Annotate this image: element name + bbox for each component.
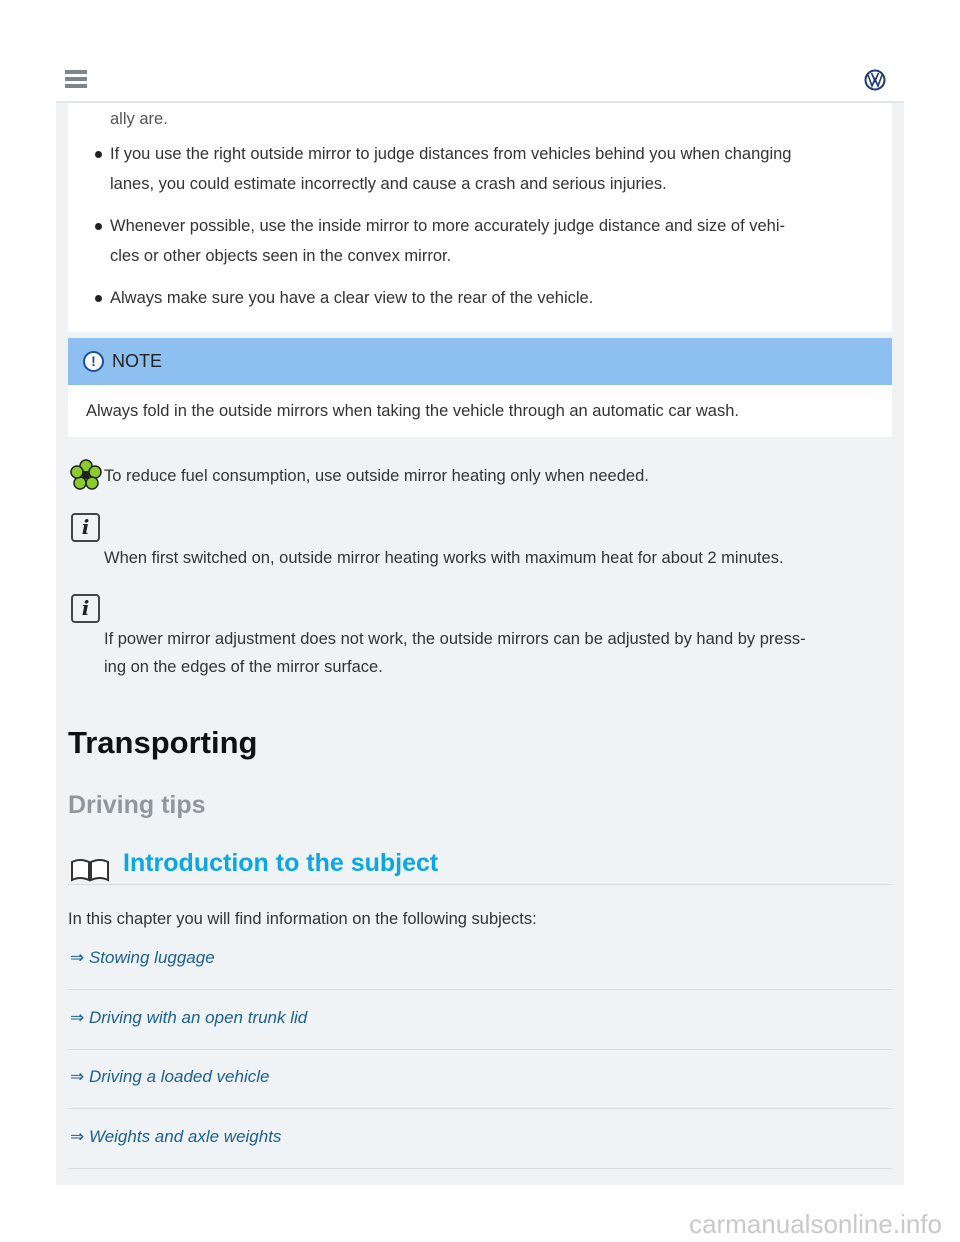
vw-logo-icon[interactable]: [864, 69, 886, 91]
info-icon: i: [71, 594, 100, 623]
exclamation-icon: !: [83, 351, 104, 372]
divider: [68, 1168, 892, 1169]
info-icon: i: [71, 513, 100, 542]
eco-tip-text: To reduce fuel consumption, use outside mirror heating only when needed.: [104, 467, 649, 485]
hamburger-icon[interactable]: [65, 70, 87, 88]
warning-bullet: Whenever possible, use the inside mirror to more accurately judge distance and size of vehi- cles or other objects seen in the convex mirror.: [110, 211, 890, 271]
cut-text: ally are.: [110, 110, 168, 128]
content-panel: [56, 103, 904, 1185]
info-text: When first switched on, outside mirror heating works with maximum heat for about 2 minutes.: [104, 549, 784, 567]
intro-text: In this chapter you will find information on the following subjects:: [68, 910, 537, 928]
warning-bullet: Always make sure you have a clear view to the rear of the vehicle.: [110, 283, 890, 313]
note-body: [68, 385, 892, 437]
link-loaded-vehicle[interactable]: ⇒ Driving a loaded vehicle: [70, 1067, 270, 1086]
warning-bullet: If you use the right outside mirror to judge distances from vehicles behind you when changing lanes, you could estimate incorrectly and cause a crash and serious injuries.: [110, 139, 890, 199]
link-open-trunk-lid[interactable]: ⇒ Driving with an open trunk lid: [70, 1008, 308, 1027]
book-icon: [70, 856, 110, 882]
link-axle-weights[interactable]: ⇒ Weights and axle weights: [70, 1127, 282, 1146]
note-header: [68, 338, 892, 385]
note-text: Always fold in the outside mirrors when taking the vehicle through an automatic car wash.: [86, 402, 739, 420]
eco-flower-icon: [70, 459, 102, 491]
section-subtitle: Driving tips: [68, 791, 206, 819]
info-text: If power mirror adjustment does not work, the outside mirrors can be adjusted by hand by press- ing on the edges of the mirror surface.: [104, 630, 806, 676]
note-title: NOTE: [112, 351, 163, 371]
divider: [68, 1049, 892, 1050]
section-title: Transporting: [68, 725, 258, 760]
top-bar: [56, 56, 904, 103]
warning-card: [68, 103, 892, 332]
watermark: carmanualsonline.info: [689, 1209, 942, 1239]
divider: [68, 989, 892, 990]
link-stowing-luggage[interactable]: ⇒ Stowing luggage: [70, 948, 215, 967]
intro-heading: Introduction to the subject: [123, 849, 439, 877]
divider: [68, 1108, 892, 1109]
divider: [68, 884, 892, 885]
